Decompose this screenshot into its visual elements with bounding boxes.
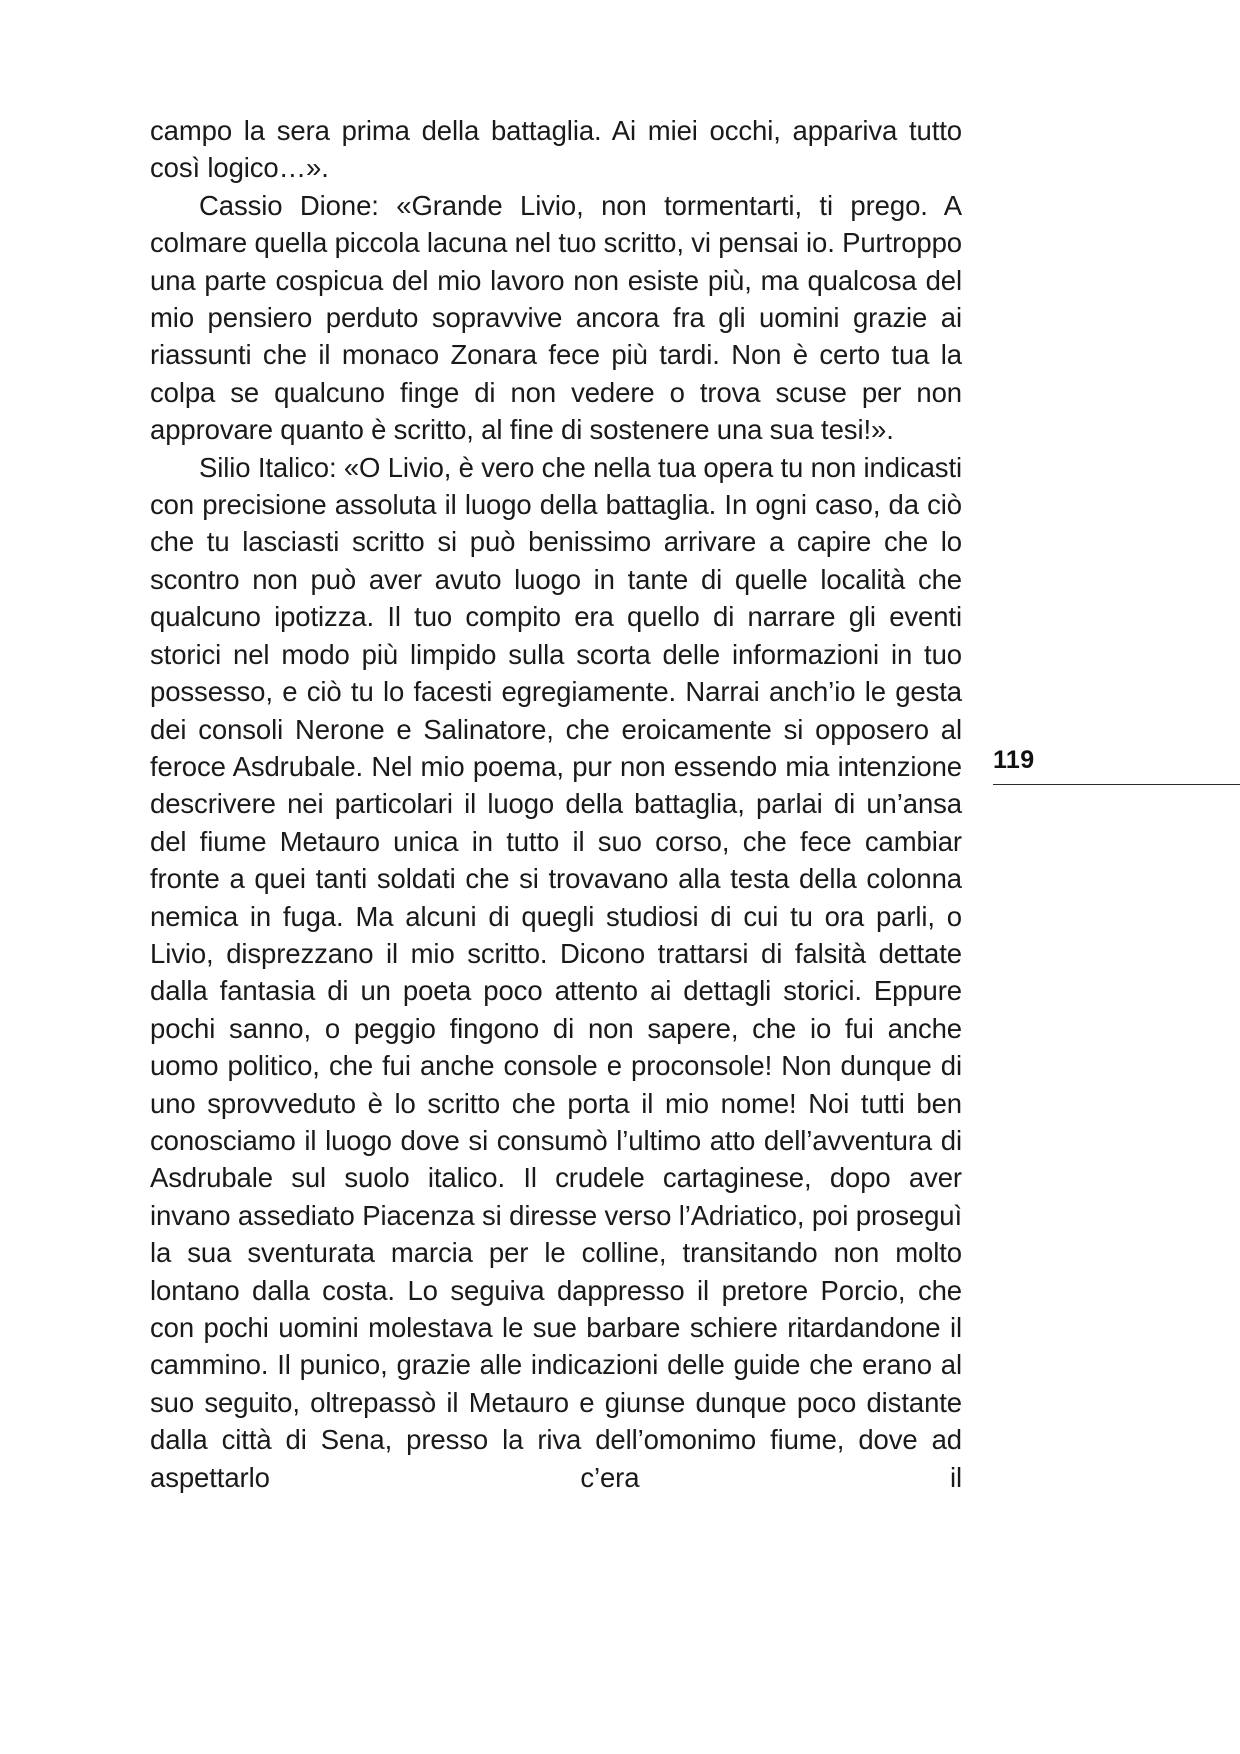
page-number-block [993, 748, 1240, 785]
paragraph-continuation: campo la sera prima della battaglia. Ai miei occhi, appariva tutto così logico…». [150, 115, 962, 184]
paragraph-cassio-dione: Cassio Dione: «Grande Livio, non tormentarti, ti prego. A colmare quella piccola lacuna nel tuo scritto, vi pensai io. Purtroppo una parte cospicua del mio lavoro non esiste più, ma qualcosa del mio pensiero perduto sopravvive ancora fra gli uomini grazie ai riassunti che il monaco Zonara fece più tardi. Non è certo tua la colpa se qualcuno finge di non vedere o trova scuse per non approvare quanto è scritto, al fine di sostenere una sua tesi!». [150, 189, 962, 446]
page-number-rule [993, 784, 1240, 785]
body-text-column [150, 112, 962, 1496]
paragraph-silio-italico: Silio Italico: «O Livio, è vero che nella tua opera tu non indicasti con precisione assoluta il luogo della battaglia. In ogni caso, da ciò che tu lasciasti scritto si può benissimo arrivare a capire che lo scontro non può aver avuto luogo in tante di quelle località che qualcuno ipotizza. Il tuo compito era quello di narrare gli eventi storici nel modo più limpido sulla scorta delle informazioni in tuo possesso, e ciò tu lo facesti egregiamente. Narrai anch’io le gesta dei consoli Nerone e Salinatore, che eroicamente si opposero al feroce Asdrubale. Nel mio poema, pur non essendo mia intenzione descrivere nei particolari il luogo della battaglia, parlai di un’ansa del fiume Metauro unica in tutto il suo corso, che fece cambiar fronte a quei tanti soldati che si trovavano alla testa della colonna nemica in fuga. Ma alcuni di quegli studiosi di cui tu ora parli, o Livio, disprezzano il mio scritto. Dicono trattarsi di falsità dettate dalla fantasia di un poeta poco attento ai dettagli storici. Eppure pochi sanno, o peggio fingono di non sapere, che io fui anche uomo politico, che fui anche console e proconsole! Non dunque di uno sprovveduto è lo scritto che porta il mio nome! Noi tutti ben conosciamo il luogo dove si consumò l’ultimo atto dell’avventura di Asdrubale sul suolo italico. Il crudele cartaginese, dopo aver invano assediato Piacenza si diresse verso l’Adriatico, poi proseguì la sua sventurata marcia per le colline, transitando non molto lontano dalla costa. Lo seguiva dappresso il pretore Porcio, che con pochi uomini molestava le sue barbare schiere ritardandone il cammino. Il punico, grazie alle indicazioni delle guide che erano al suo seguito, oltrepassò il Metauro e giunse dunque poco distante dalla città di Sena, presso la riva dell’omonimo fiume, dove ad aspettarlo c’era il [150, 451, 962, 1493]
page-number: 119 [993, 746, 1035, 774]
